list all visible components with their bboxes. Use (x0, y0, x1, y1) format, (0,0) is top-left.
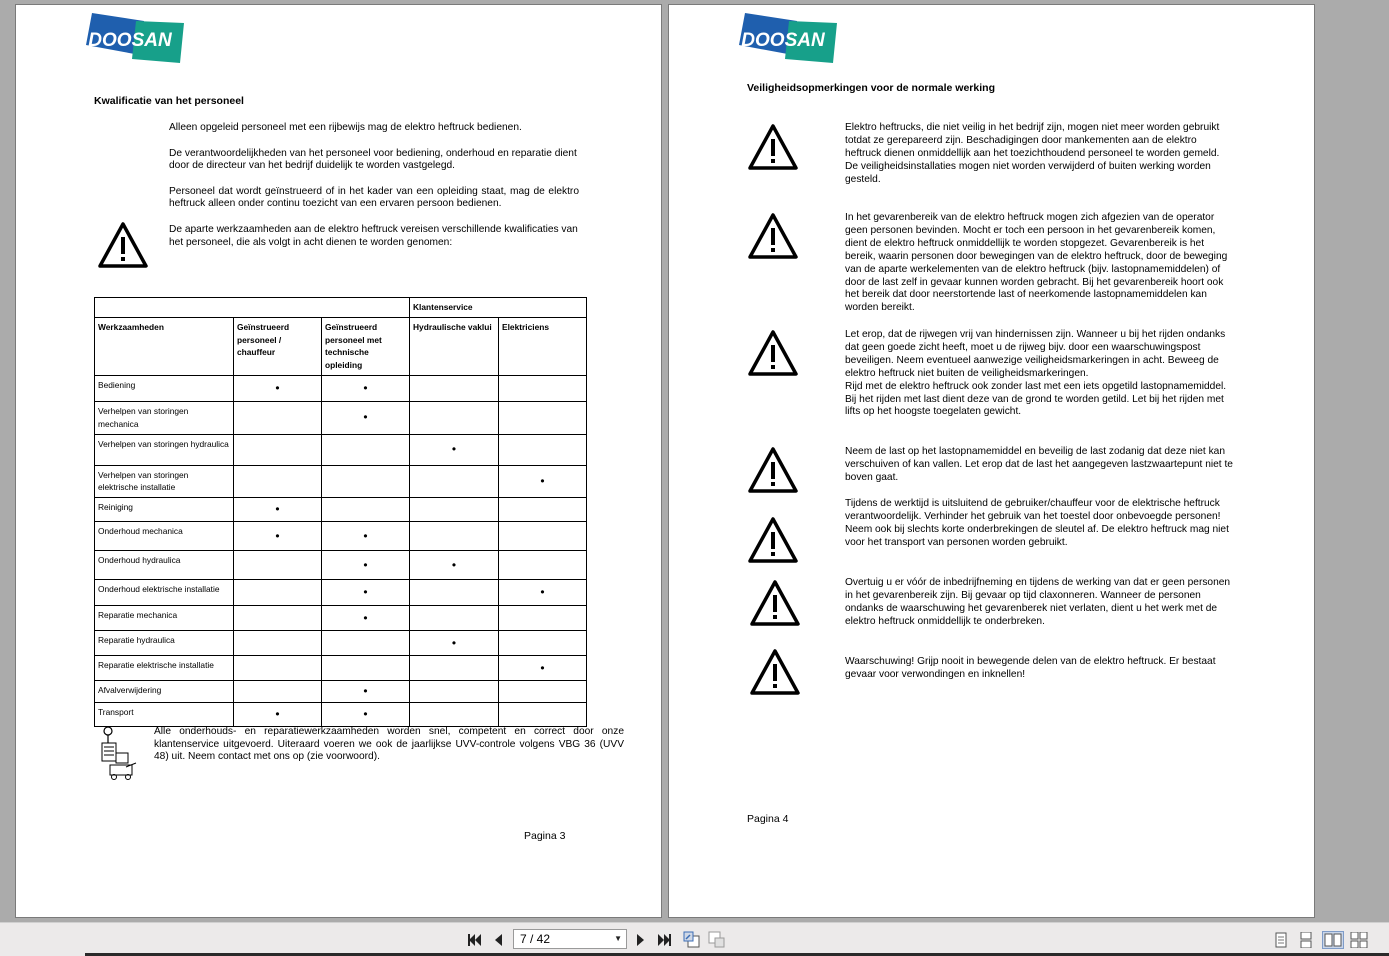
table-header: Elektriciens (499, 317, 587, 375)
table-cell-empty (410, 703, 499, 727)
table-header: Geïnstrueerd personeel met technische opleiding (322, 317, 410, 375)
table-cell-bullet: • (322, 703, 410, 727)
warning-text: Elektro heftrucks, die niet veilig in het bedrijf zijn, mogen niet meer worden gebruikt totdat ze gerepareerd zijn. Beschadigingen door mankementen aan de elektro heftruck dienen onmiddellijk aan het toezichthoudend personeel te worden gemeld. De veiligheidsinstallaties mogen niet worden verwijderd of buiten werking worden gesteld. (845, 122, 1220, 185)
table-cell-empty (410, 606, 499, 631)
table-cell-bullet: • (322, 606, 410, 631)
qualification-table (94, 297, 587, 727)
table-cell-empty (499, 375, 587, 401)
svg-text:DOOSAN: DOOSAN (741, 30, 825, 51)
table-cell-empty (499, 498, 587, 522)
table-cell-bullet: • (410, 631, 499, 656)
paragraph: Alleen opgeleid personeel met een rijbewijs mag de elektro heftruck bedienen. (169, 122, 522, 133)
table-cell-empty (322, 465, 410, 498)
warning-text: Neem de last op het lastopnamemiddel en beveilig de last zodanig dat deze niet kan verschuiven of kan vallen. Let erop dat de last het aangegeven lastzwaartepunt niet te boven gaat. (845, 446, 1233, 483)
single-page-view-icon[interactable] (1272, 931, 1290, 949)
warning-triangle-icon (747, 515, 799, 565)
table-cell-empty (234, 551, 322, 580)
table-cell-empty (499, 551, 587, 580)
doosan-logo (74, 11, 186, 65)
warning-text: Overtuig u er vóór de inbedrijfneming en tijdens de werking van dat er geen personen in het gevarenbereik zijn. Bij gevaar op tijd claxonneren. Wanneer de personen ondanks de waarschuwing het gevarenberek niet verlaten, dient u het werk met de elektro heftruck onmiddellijk te onderbreken. (845, 577, 1231, 627)
table-cell-bullet: • (234, 498, 322, 522)
table-cell-empty (499, 401, 587, 434)
table-cell-empty (234, 580, 322, 606)
page-indicator: 7 / 42 (520, 932, 551, 946)
chevron-down-icon: ▼ (614, 934, 622, 943)
table-cell-empty (410, 580, 499, 606)
table-cell-empty (234, 656, 322, 681)
paragraph: De verantwoordelijkheden van het personeel voor bediening, onderhoud en reparatie dient door de directeur van het bedrijf duidelijk te worden vastgelegd. (169, 147, 577, 172)
document-page-left (15, 4, 662, 918)
table-cell-empty (322, 434, 410, 465)
table-cell-empty (234, 401, 322, 434)
table-cell-empty (322, 656, 410, 681)
table-header: Werkzaamheden (95, 317, 234, 375)
go-back-view-icon[interactable] (683, 931, 701, 949)
table-cell-bullet: • (322, 375, 410, 401)
table-cell-task: Reparatie hydraulica (95, 631, 234, 656)
table-cell-empty (410, 522, 499, 551)
table-cell-task: Reparatie mechanica (95, 606, 234, 631)
intro-text (169, 122, 579, 262)
table-header: Geïnstrueerd personeel / chauffeur (234, 317, 322, 375)
table-cell-task: Onderhoud hydraulica (95, 551, 234, 580)
table-cell-bullet: • (234, 703, 322, 727)
paragraph: Personeel dat wordt geïnstrueerd of in het kader van een opleiding staat, mag de elektro heftruck alleen onder continu toezicht van een ervaren persoon bedienen. (169, 185, 579, 210)
table-cell-empty (410, 498, 499, 522)
viewer-toolbar (0, 922, 1389, 956)
table-cell-empty (234, 434, 322, 465)
warning-triangle-icon (747, 328, 799, 378)
table-cell-empty (499, 681, 587, 703)
section-heading: Kwalificatie van het personeel (94, 95, 244, 107)
continuous-view-icon[interactable] (1297, 931, 1315, 949)
document-page-right (668, 4, 1315, 918)
paragraph: De aparte werkzaamheden aan de elektro heftruck vereisen verschillende kwalificaties van het personeel, die als volgt in acht dienen te worden genomen: (169, 223, 578, 248)
two-page-continuous-view-icon[interactable] (1350, 931, 1368, 949)
table-cell-task: Onderhoud mechanica (95, 522, 234, 551)
last-page-icon[interactable] (656, 931, 674, 949)
first-page-icon[interactable] (465, 931, 483, 949)
table-cell-task: Bediening (95, 375, 234, 401)
table-cell-task: Reparatie elektrische installatie (95, 656, 234, 681)
table-cell-task: Verhelpen van storingen elektrische installatie (95, 465, 234, 498)
table-cell-empty (410, 681, 499, 703)
table-cell-empty (499, 522, 587, 551)
two-page-view-icon[interactable] (1322, 931, 1344, 949)
table-cell-empty (322, 498, 410, 522)
table-cell-empty (410, 656, 499, 681)
table-cell-bullet: • (499, 656, 587, 681)
table-row (95, 401, 587, 434)
table-row (95, 434, 587, 465)
table-cell-empty (499, 631, 587, 656)
table-cell-empty (410, 465, 499, 498)
doosan-logo (727, 11, 839, 65)
table-cell-task: Transport (95, 703, 234, 727)
section-heading: Veiligheidsopmerkingen voor de normale werking (747, 82, 995, 94)
table-cell-empty (499, 703, 587, 727)
table-row (95, 498, 587, 522)
svg-text:DOOSAN: DOOSAN (88, 30, 172, 51)
table-cell-empty (410, 401, 499, 434)
table-row (95, 551, 587, 580)
table-row (95, 522, 587, 551)
warning-triangle-icon (749, 647, 801, 697)
table-cell-task: Reiniging (95, 498, 234, 522)
page-number-select[interactable] (513, 929, 627, 949)
table-cell-bullet: • (322, 551, 410, 580)
table-header: Hydraulische vaklui (410, 317, 499, 375)
table-cell-bullet: • (322, 401, 410, 434)
warning-triangle-icon (97, 220, 149, 270)
warning-text: In het gevarenbereik van de elektro heftruck mogen zich afgezien van de operator geen personen bevinden. Mocht er toch een persoon in het gevarenbereik komen, dient de elektro heftruck onmiddellijk te worden stopgezet. Gevarenbereik is het bereik, waarin personen door bewegingen van de elektro heftruck, door de beweging van de aparte werkelementen van de elektro heftruck (bijv. lastopnamemiddelen) of door de last zelf in gevaar kunnen worden gebracht. Bij het gevarenbereik hoort ook het bereik dat door neerstortende last of neerkomende lastopnamemiddelen kan worden bereikt. (845, 212, 1228, 314)
service-note: Alle onderhouds- en reparatiewerkzaamheden worden snel, competent en correct door onze klantenservice uitgevoerd. Uiteraard voeren we ook de jaarlijkse UVV-controle volgens VBG 36 (UVV 48) uit. Neem contact met ons op (zie voorwoord). (154, 726, 624, 763)
table-cell-empty (322, 631, 410, 656)
table-cell-task: Verhelpen van storingen mechanica (95, 401, 234, 434)
table-group-header: Klantenservice (410, 298, 587, 318)
table-cell-empty (234, 606, 322, 631)
table-cell-bullet: • (499, 580, 587, 606)
previous-page-icon[interactable] (489, 931, 507, 949)
table-cell-bullet: • (410, 551, 499, 580)
table-cell-empty (410, 375, 499, 401)
warning-text: Tijdens de werktijd is uitsluitend de gebruiker/chauffeur voor de elektrische heftruck verantwoordelijk. Verhinder het gebruik van het toestel door onbevoegde personen! Neem ook bij slechts korte onderbrekingen de sleutel af. De elektro heftruck mag niet voor het transport van personen worden gebruikt. (845, 498, 1229, 548)
table-cell-bullet: • (322, 522, 410, 551)
warning-triangle-icon (747, 211, 799, 261)
go-forward-view-icon[interactable] (708, 931, 726, 949)
table-cell-empty (234, 681, 322, 703)
table-row (95, 656, 587, 681)
warning-triangle-icon (747, 122, 799, 172)
table-cell-empty (499, 606, 587, 631)
table-cell-task: Verhelpen van storingen hydraulica (95, 434, 234, 465)
mechanic-icon (96, 725, 140, 781)
table-row (95, 465, 587, 498)
page-number: Pagina 3 (524, 830, 566, 842)
warning-triangle-icon (749, 578, 801, 628)
table-cell-bullet: • (234, 375, 322, 401)
table-cell-bullet: • (410, 434, 499, 465)
table-row (95, 681, 587, 703)
table-cell-empty (234, 465, 322, 498)
table-cell-task: Afvalverwijdering (95, 681, 234, 703)
table-row (95, 703, 587, 727)
table-cell-bullet: • (322, 681, 410, 703)
table-cell-bullet: • (234, 522, 322, 551)
next-page-icon[interactable] (632, 931, 650, 949)
warning-text: Waarschuwing! Grijp nooit in bewegende delen van de elektro heftruck. Er bestaat gevaar voor verwondingen en inknellen! (845, 656, 1216, 680)
table-cell-bullet: • (499, 465, 587, 498)
table-row (95, 606, 587, 631)
page-number: Pagina 4 (747, 813, 789, 825)
table-row (95, 375, 587, 401)
table-cell-empty (234, 631, 322, 656)
table-row (95, 580, 587, 606)
table-cell-empty (499, 434, 587, 465)
table-cell-bullet: • (322, 580, 410, 606)
warning-triangle-icon (747, 445, 799, 495)
table-cell-task: Onderhoud elektrische installatie (95, 580, 234, 606)
warning-text: Let erop, dat de rijwegen vrij van hindernissen zijn. Wanneer u bij het rijden ondanks dat geen goede zicht heeft, moet u de rijweg bijv. door een waarschuwingspost beveiligen. Neem eventueel aanwezige veiligheidsmarkeringen in acht. Beweeg de elektro heftruck niet buiten de veiligheidsmarkeringen. Rijd met de elektro heftruck ook zonder last met een iets opgetild lastopnamemiddel. Bij het rijden met last dient deze van de grond te worden getild. Let bij het rijden met lifts op het hoogste toegelaten gewicht. (845, 329, 1227, 418)
table-row (95, 631, 587, 656)
